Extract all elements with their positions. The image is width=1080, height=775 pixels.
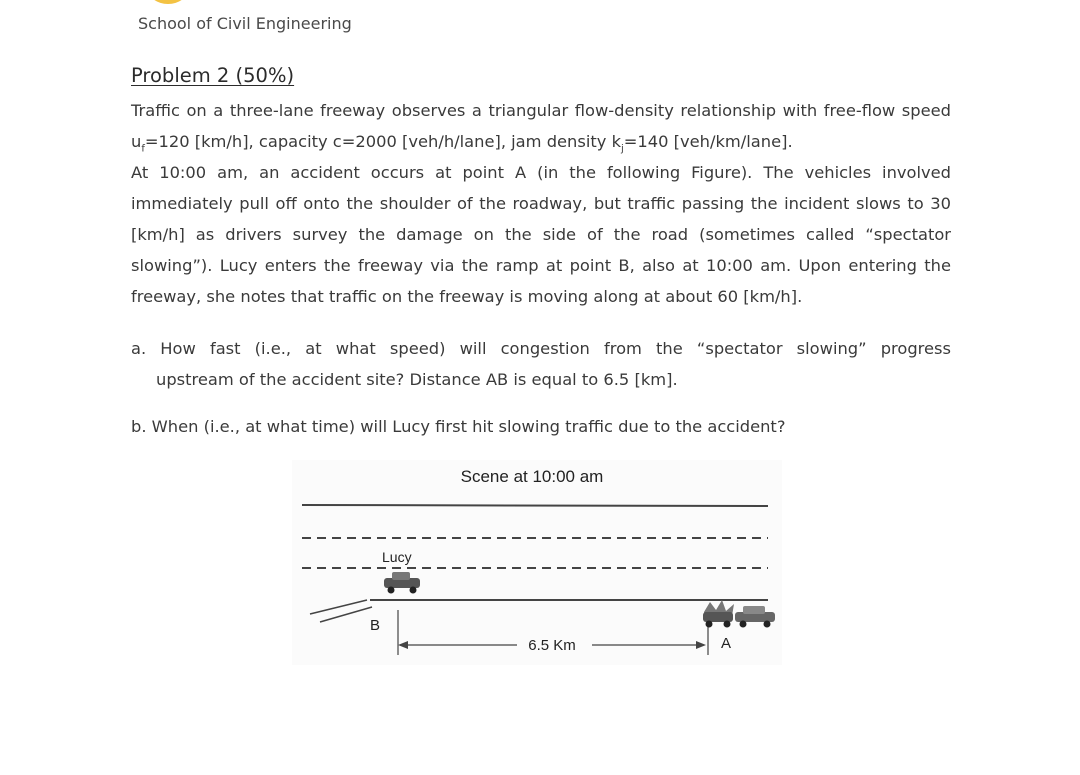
intro-text-b: =120 [km/h], capacity c=2000 [veh/h/lane], jam density k <box>144 132 621 151</box>
point-a-label: A <box>720 635 732 652</box>
subscript-j: j <box>621 143 624 155</box>
question-a-line2: upstream of the accident site? Distance AB is equal to 6.5 [km]. <box>156 370 678 389</box>
figure-title: Scene at 10:00 am <box>460 467 604 486</box>
distance-label: 6.5 Km <box>528 637 576 654</box>
lucy-label: Lucy <box>382 549 412 565</box>
school-logo <box>148 0 188 4</box>
intro-text-a: Traffic on a three-lane freeway observes a triangular flow-density relationship with free-flow speed u <box>131 101 951 151</box>
problem-intro-paragraph <box>131 95 951 164</box>
school-name: School of Civil Engineering <box>138 14 352 33</box>
road-top-edge <box>302 505 768 506</box>
freeway-figure <box>292 460 782 665</box>
problem-scenario-paragraph: At 10:00 am, an accident occurs at point A (in the following Figure). The vehicles involved immediately pull off onto the shoulder of the roadway, but traffic passing the incident slows to 30 [km/h] as drivers survey the damage on the side of the road (sometimes called “spectator slowing”). Lucy enters the freeway via the ramp at point B, also at 10:00 am. Upon entering the freeway, she notes that traffic on the freeway is moving along at about 60 [km/h]. <box>131 163 951 306</box>
question-a <box>131 333 951 395</box>
question-a-line1: a. How fast (i.e., at what speed) will congestion from the “spectator slowing” progress <box>131 339 951 358</box>
question-b: b. When (i.e., at what time) will Lucy first hit slowing traffic due to the accident? <box>131 417 786 436</box>
problem-title: Problem 2 (50%) <box>131 64 295 87</box>
intro-text-c: =140 [veh/km/lane]. <box>623 132 793 151</box>
point-b-label: B <box>369 617 381 634</box>
subscript-f: f <box>141 143 145 155</box>
